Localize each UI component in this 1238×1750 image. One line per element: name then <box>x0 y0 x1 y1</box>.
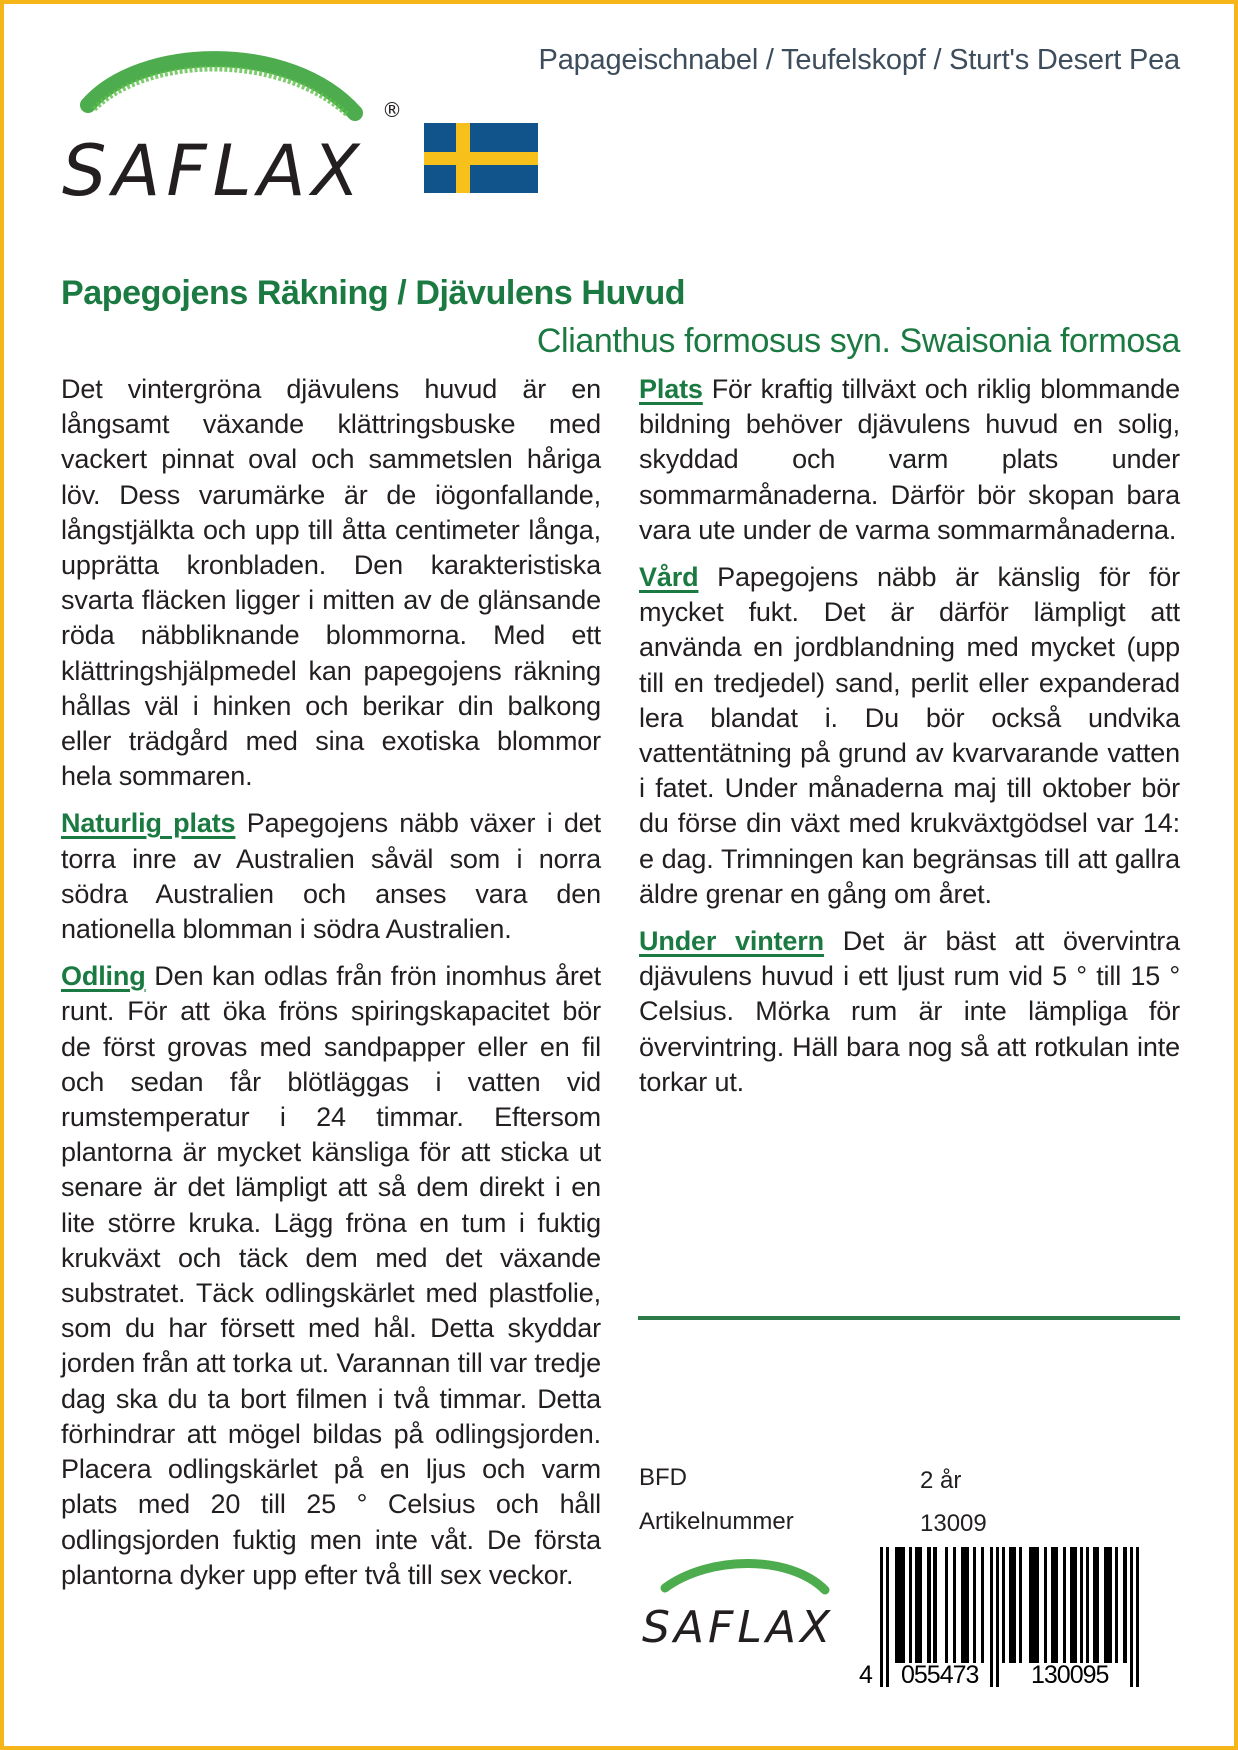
barcode-right-group: 130095 <box>1031 1661 1109 1689</box>
section-text: Den kan odlas från frön inomhus året runt. För att öka fröns spiringskapacitet bör de först grovas med sandpapper eller en fil och sedan får blötläggas i vatten vid rumstemperatur i 24 timmar. Eftersom plantorna är mycket känsliga för att sticka ut senare är det lämpligt att så dem direkt i en lite större kruka. Lägg fröna en tum i fuktig krukväxt och täck dem med det växande substratet. Täck odlingskärlet med plastfolie, som du har försett med hål. Detta skyddar jorden från att torka ut. Varannan till var tredje dag ska du ta bort filmen i två timmar. Detta förhindrar att mögel bildas på odlingsjorden. Placera odlingskärlet på en ljus och varm plats med 20 till 25 ° Celsius och håll odlingsjorden fuktig men inte våt. De första plantorna dyker upp efter två till sex veckor. <box>61 961 601 1590</box>
bfd-label: BFD <box>639 1464 687 1491</box>
logo-wordmark: SAFLAX <box>642 1602 835 1650</box>
section-heading: Naturlig plats <box>61 808 236 839</box>
logo-wordmark: SAFLAX <box>62 130 366 205</box>
ean-barcode <box>855 1547 1185 1697</box>
article-number-value: 13009 <box>920 1510 987 1537</box>
section-under-vintern <box>639 924 1180 1100</box>
section-heading: Under vintern <box>639 926 824 957</box>
intro-paragraph: Det vintergröna djävulens huvud är en långsamt växande klättringsbuske med vackert pinnat oval och sammetslen håriga löv. Dess varumärke är de iögonfallande, långstjälkta och upp till åtta centimeter långa, upprätta kronbladen. Den karakteristiska svarta fläcken ligger i mitten av de glänsande röda näbbliknande blommorna. Med ett klättringshjälpmedel kan papegojens räkning hållas väl i hinken och berikar din balkong eller trädgård med sina exotiska blommor hela sommaren. <box>61 374 601 792</box>
logo-green-arc-icon <box>665 1563 825 1590</box>
latin-name: Clianthus formosus syn. Swaisonia formosa <box>536 322 1180 360</box>
other-names: Papageischnabel / Teufelskopf / Sturt's Desert Pea <box>538 44 1180 76</box>
section-vard <box>639 560 1180 912</box>
section-plats <box>639 372 1180 548</box>
section-heading: Odling <box>61 961 146 992</box>
section-text: Papegojens näbb växer i det torra inre av Australien såväl som i norra södra Australien och anses vara den nationella blomman i södra Australien. <box>61 808 602 945</box>
left-column <box>61 372 601 1593</box>
saflax-logo <box>60 45 420 205</box>
section-text: Papegojens näbb är känslig för för mycket fukt. Det är därför lämpligt att använda en jordblandning med mycket (upp till en tredjedel) sand, perlit eller expanderad lera blandat i. Du bör också undvika vattentätning på grund av kvarvarande vatten i fatet. Under månaderna maj till oktober bör du förse din växt med krukväxtgödsel var 14: e dag. Trimningen kan begränsas till att gallra äldre grenar en gång om året. <box>639 562 1180 909</box>
right-column <box>639 372 1180 1100</box>
section-heading: Vård <box>639 562 699 593</box>
section-naturlig-plats <box>61 806 601 947</box>
page-title: Papegojens Räkning / Djävulens Huvud <box>61 274 686 312</box>
section-text: För kraftig tillväxt och riklig blommande bildning behöver djävulens huvud en solig, skyddad och varm plats under sommarmånaderna. Därför bör skopan bara vara ute under de varma sommarmånaderna. <box>639 374 1180 545</box>
article-number-label: Artikelnummer <box>639 1508 794 1535</box>
sweden-flag-icon <box>424 123 538 193</box>
barcode-first-digit: 4 <box>859 1661 872 1689</box>
barcode-left-group: 055473 <box>901 1661 979 1689</box>
divider <box>638 1316 1180 1320</box>
section-heading: Plats <box>639 374 703 404</box>
section-text: Det är bäst att övervintra djävulens huvud i ett ljust rum vid 5 ° till 15 ° Celsius. Mörka rum är inte lämpliga för övervintring. Häll bara nog så att rotkulan inte torkar ut. <box>639 926 1180 1097</box>
section-odling <box>61 959 601 1593</box>
saflax-logo-small <box>640 1550 860 1650</box>
bfd-value: 2 år <box>920 1467 962 1494</box>
registered-mark: ® <box>382 98 402 122</box>
